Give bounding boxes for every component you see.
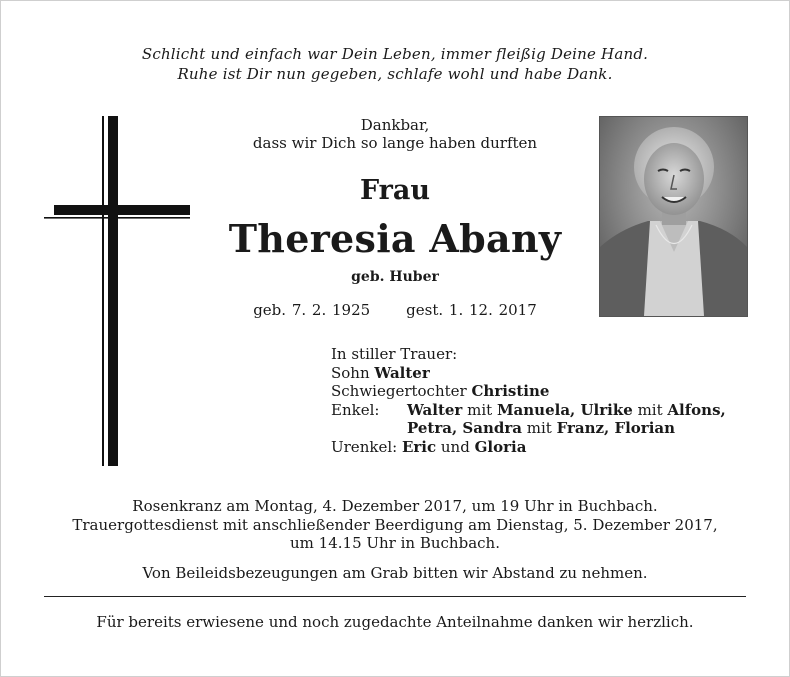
service-line-1: Rosenkranz am Montag, 4. Dezember 2017, um 19 Uhr in Buchbach. (132, 497, 658, 515)
service-info (0, 497, 790, 553)
mourner-son: Sohn Walter (331, 363, 430, 382)
mourners-heading: In stiller Trauer: (331, 345, 458, 363)
son-name: Walter (374, 363, 430, 382)
service-line-3: um 14.15 Uhr in Buchbach. (290, 534, 500, 552)
motto-line-2: Ruhe ist Dir nun gegeben, schlafe wohl und habe Dank. (177, 65, 613, 83)
condolence-request: Von Beileidsbezeugungen am Grab bitten wir Abstand zu nehmen. (142, 564, 648, 582)
life-dates (170, 300, 620, 320)
grandchildren-line-1: Walter mit Manuela, Ulrike mit Alfons, (407, 400, 726, 419)
intro-line-2: dass wir Dich so lange haben durften (252, 134, 538, 152)
salutation: Frau (359, 175, 431, 206)
thanks-footer: Für bereits erwiesene und noch zugedachte Anteilnahme danken wir herzlich. (96, 613, 694, 631)
portrait-photo (599, 116, 748, 317)
intro-line-1: Dankbar, (360, 116, 430, 134)
motto-verse (0, 44, 790, 84)
birth-date: geb. 7. 2. 1925 (253, 301, 371, 319)
divider (44, 596, 746, 597)
intro-text (170, 116, 620, 152)
service-line-2: Trauergottesdienst mit anschließender Beerdigung am Dienstag, 5. Dezember 2017, (72, 515, 718, 534)
mourner-grandchildren (331, 401, 726, 438)
grandchildren-line-2: Petra, Sandra mit Franz, Florian (407, 419, 676, 437)
motto-line-1: Schlicht und einfach war Dein Leben, immer fleißig Deine Hand. (141, 45, 649, 63)
daughter-in-law-name: Christine (471, 382, 550, 400)
mourners-list (331, 345, 726, 456)
mourner-daughter-in-law: Schwiegertochter Christine (331, 382, 550, 400)
cross-icon (44, 116, 190, 466)
mourner-great-grandchildren: Urenkel: Eric und Gloria (331, 437, 527, 456)
grandchildren-label: Enkel: (331, 400, 380, 419)
portrait-image (600, 117, 747, 316)
birth-name: geb. Huber (351, 269, 439, 285)
death-date: gest. 1. 12. 2017 (406, 301, 537, 319)
deceased-name: Theresia Abany (228, 216, 562, 261)
